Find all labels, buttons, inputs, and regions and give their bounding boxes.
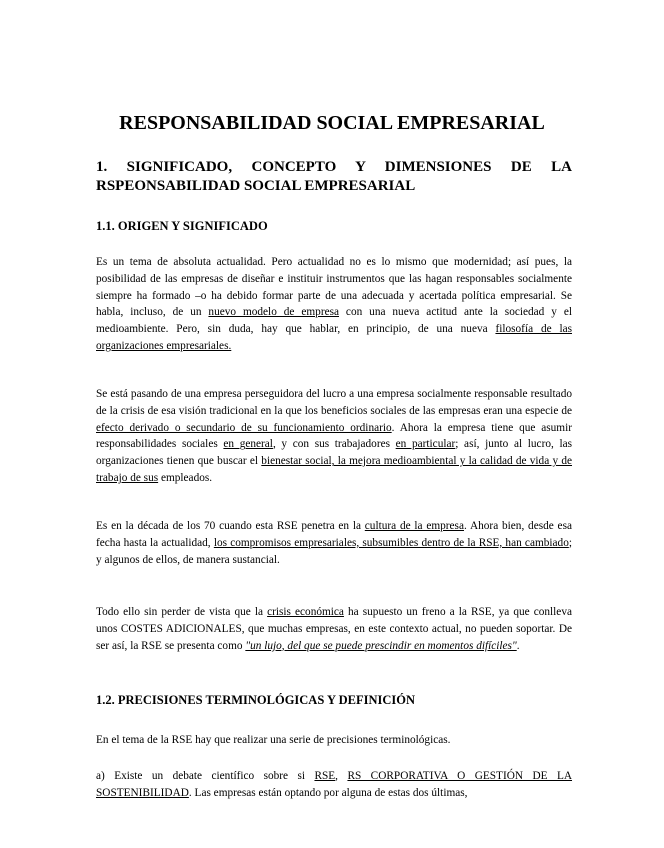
text-run: . Las empresas están optando por alguna de estas dos últimas, <box>188 786 468 799</box>
paragraph-6 <box>96 768 572 802</box>
text-run: . <box>516 639 520 652</box>
underlined-text: los compromisos empresariales, subsumibles dentro de la RSE, han cambiado <box>213 536 569 549</box>
italic-underlined-quote: "un lujo, del que se puede prescindir en momentos difíciles" <box>245 639 517 652</box>
paragraph-1 <box>96 254 572 355</box>
text-run: Es en la década de los 70 cuando esta RSE penetra en la <box>96 520 365 532</box>
paragraph-3 <box>96 518 572 568</box>
paragraph-4 <box>96 604 572 654</box>
underlined-text: crisis económica <box>267 606 344 618</box>
text-run: empleados. <box>158 471 213 484</box>
underlined-text: bienestar social, la mejora medioambiental y la calidad de vida y de trabajo de sus <box>96 455 573 484</box>
text-run: , <box>335 770 348 782</box>
text-run: ; así, junto al lucro, las organizaciones tienen que buscar el <box>96 438 573 468</box>
text-run: , y con sus trabajadores <box>272 438 396 451</box>
text-run: Todo ello sin perder de vista que la <box>96 606 268 618</box>
subsection-heading-1-1: 1.1. ORIGEN Y SIGNIFICADO <box>96 219 268 233</box>
underlined-text: RSE <box>314 770 336 782</box>
text-run: . Ahora la empresa tiene que asumir responsabilidades sociales <box>96 421 572 451</box>
text-run: ha supuesto un freno a la RSE, ya que conlleva unos COSTES ADICIONALES, que muchas empresas, en este contexto actual, no pueden soportar. De ser así, la RSE se presenta como <box>96 606 572 652</box>
text-run: . Ahora bien, desde esa fecha hasta la actualidad, <box>96 520 572 549</box>
subsection-heading-1-2: 1.2. PRECISIONES TERMINOLÓGICAS Y DEFINICIÓN <box>96 693 416 707</box>
paragraph-2 <box>96 386 572 487</box>
underlined-text: en general <box>223 438 273 451</box>
document-title: RESPONSABILIDAD SOCIAL EMPRESARIAL <box>119 112 545 134</box>
text-run: Es un tema de absoluta actualidad. Pero actualidad no es lo mismo que modernidad; así pues, la posibilidad de las empresas de diseñar e instituir instrumentos que las hagan responsables socialmente siempre ha formado –o ha debido formar parte de una adecuada y acertada política empresarial. Se habla, incluso, de un <box>96 256 572 319</box>
underlined-text: RS CORPORATIVA O GESTIÓN DE LA SOSTENIBILIDAD <box>96 770 573 799</box>
text-run: Se está pasando de una empresa perseguidora del lucro a una empresa socialmente responsable resultado de la crisis de esa visión tradicional en la que los beneficios sociales de las empresas eran una especie de <box>96 388 572 417</box>
underlined-text: efecto derivado o secundario de su funcionamiento ordinario <box>96 421 392 434</box>
text-run: con una nueva actitud ante la sociedad y el medioambiente. Pero, sin duda, hay que hablar, en principio, de una nueva <box>96 306 572 336</box>
section-heading-1: 1. SIGNIFICADO, CONCEPTO Y DIMENSIONES DE LA RSPEONSABILIDAD SOCIAL EMPRESARIAL <box>96 159 572 194</box>
underlined-text: filosofía de las organizaciones empresariales. <box>96 323 572 352</box>
text-run: a) Existe un debate científico sobre si <box>96 770 315 782</box>
underlined-text: en particular <box>395 438 456 451</box>
paragraph-5: En el tema de la RSE hay que realizar una serie de precisiones terminológicas. <box>96 734 451 746</box>
underlined-text: nuevo modelo de empresa <box>208 306 339 319</box>
text-run: ; y algunos de ellos, de manera sustancial. <box>96 536 572 566</box>
underlined-text: cultura de la empresa <box>364 520 464 532</box>
